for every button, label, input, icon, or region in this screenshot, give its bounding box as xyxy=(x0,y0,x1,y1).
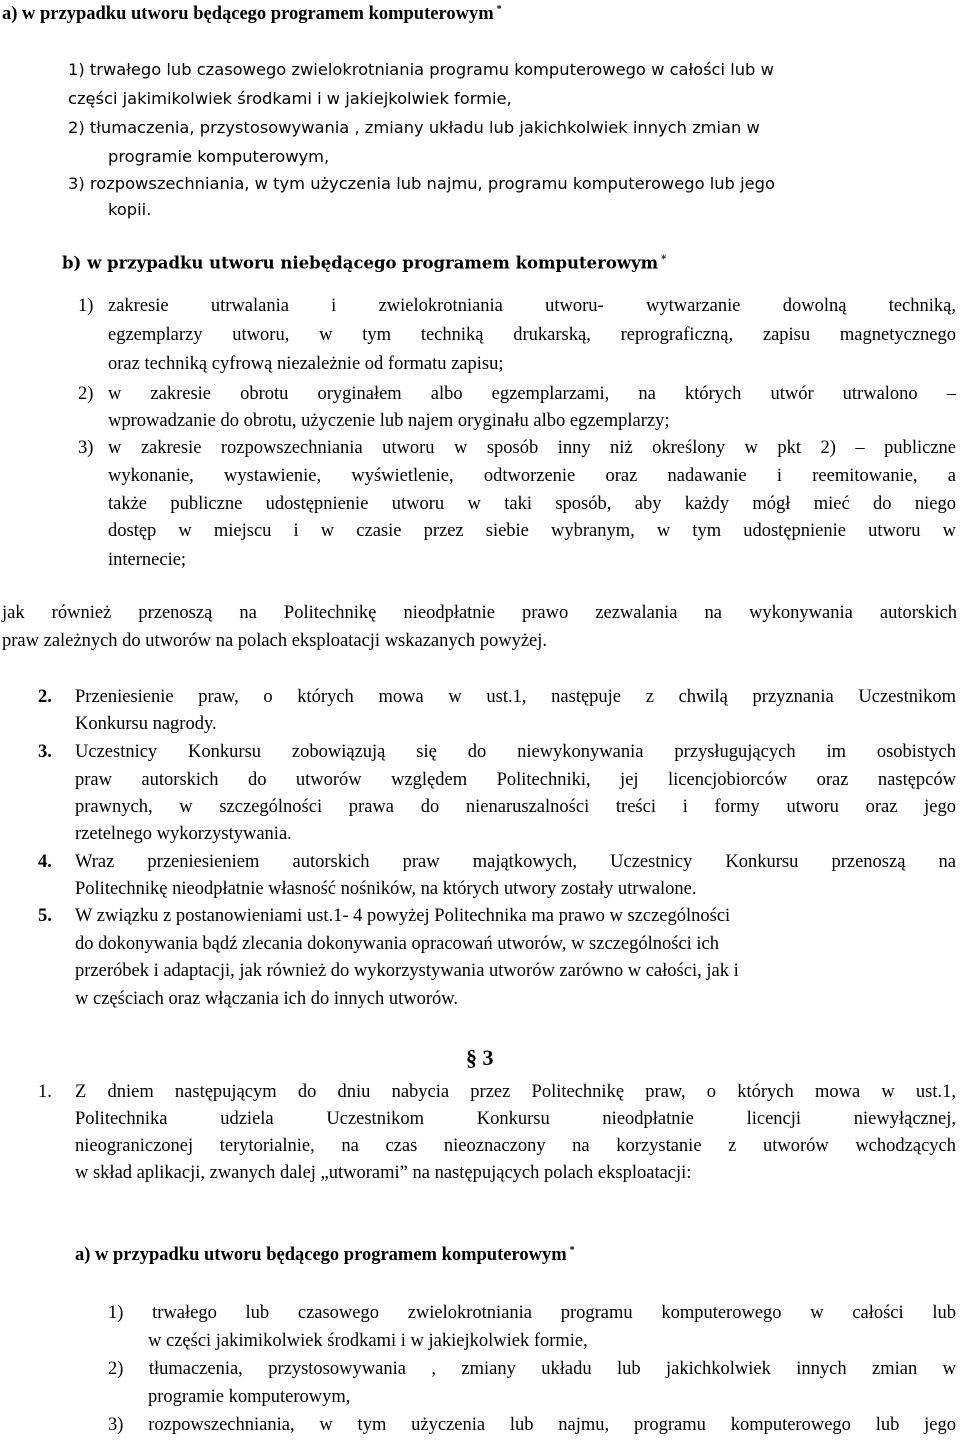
list-item-cont: wprowadzanie do obrotu, użyczenie lub najem oryginału albo egzemplarzy; xyxy=(108,411,670,431)
list-number: 2) xyxy=(78,384,94,404)
paragraph-cont: do dokonywania bądź zlecania dokonywania opracowań utworów, w szczególności ich xyxy=(75,934,720,954)
paragraph-number: 1. xyxy=(38,1082,52,1102)
list-item-cont: oraz techniką cyfrową niezależnie od formatu zapisu; xyxy=(108,354,504,374)
list-item: w zakresie rozpowszechniania utworu w sposób inny niż określony w pkt 2) – publiczne xyxy=(108,438,956,458)
paragraph-number: 2. xyxy=(38,687,52,707)
list-item: 3) rozpowszechniania, w tym użyczenia lub najmu, programu komputerowego lub jego xyxy=(108,1415,956,1435)
paragraph: Wraz przeniesieniem autorskich praw majątkowych, Uczestnicy Konkursu przenoszą na xyxy=(75,852,956,872)
list-item-cont: egzemplarzy utworu, w tym techniką drukarską, reprograficzną, zapisu magnetycznego xyxy=(108,325,956,345)
list-item-cont: kopii. xyxy=(108,200,152,219)
list-item-cont: w części jakimikolwiek środkami i w jakiejkolwiek formie, xyxy=(148,1331,588,1351)
paragraph-cont: w skład aplikacji, zwanych dalej „utworami” na następujących polach eksploatacji: xyxy=(75,1163,692,1183)
list-item: 1) trwałego lub czasowego zwielokrotniania programu komputerowego w całości lub xyxy=(108,1303,956,1323)
list-item: 3) rozpowszechniania, w tym użyczenia lub najmu, programu komputerowego lub jego xyxy=(68,174,775,193)
paragraph-number: 5. xyxy=(38,906,52,926)
section-a-heading-2: a) w przypadku utworu będącego programem komputerowym * xyxy=(75,1245,575,1266)
list-item-cont: programie komputerowym, xyxy=(108,147,330,166)
section-title: § 3 xyxy=(466,1045,494,1070)
paragraph-cont: prawnych, w szczególności prawa do nienaruszalności treści i formy utworu oraz jego xyxy=(75,797,956,817)
paragraph-cont: Politechnikę nieodpłatnie własność nośników, na których utwory zostały utrwalone. xyxy=(75,879,697,899)
list-item-cont: części jakimikolwiek środkami i w jakiejkolwiek formie, xyxy=(68,89,512,108)
closing-paragraph-cont: praw zależnych do utworów na polach eksploatacji wskazanych powyżej. xyxy=(2,631,548,651)
list-item: 1) trwałego lub czasowego zwielokrotniania programu komputerowego w całości lub w xyxy=(68,60,774,79)
paragraph: W związku z postanowieniami ust.1- 4 powyżej Politechnika ma prawo w szczególności xyxy=(75,906,731,926)
list-item-cont: internecie; xyxy=(108,550,187,570)
list-number: 3) xyxy=(78,438,94,458)
paragraph-cont: przeróbek i adaptacji, jak również do wykorzystywania utworów zarówno w całości, jak i xyxy=(75,961,739,981)
paragraph-cont: Konkursu nagrody. xyxy=(75,714,217,734)
paragraph-cont: w częściach oraz włączania ich do innych utworów. xyxy=(75,989,459,1009)
list-item-cont: programie komputerowym, xyxy=(148,1387,351,1407)
paragraph-number: 4. xyxy=(38,852,52,872)
section-a-heading: a) w przypadku utworu będącego programem komputerowym * xyxy=(2,4,502,25)
section-b-heading: b) w przypadku utworu niebędącego programem komputerowym * xyxy=(62,253,667,273)
list-item: w zakresie obrotu oryginałem albo egzemplarzami, na których utwór utrwalono – xyxy=(108,384,956,404)
list-item: 2) tłumaczenia, przystosowywania , zmiany układu lub jakichkolwiek innych zmian w xyxy=(68,118,760,137)
paragraph-cont: nieograniczonej terytorialnie, na czas nieoznaczony na korzystanie z utworów wchodzących xyxy=(75,1136,956,1156)
paragraph-number: 3. xyxy=(38,742,52,762)
list-item: 2) tłumaczenia, przystosowywania , zmiany układu lub jakichkolwiek innych zmian w xyxy=(108,1359,956,1379)
paragraph: Z dniem następującym do dniu nabycia przez Politechnikę praw, o których mowa w ust.1, xyxy=(75,1082,956,1102)
list-item: zakresie utrwalania i zwielokrotniania utworu- wytwarzanie dowolną techniką, xyxy=(108,296,956,316)
list-item-cont: wykonanie, wystawienie, wyświetlenie, odtworzenie oraz nadawanie i reemitowanie, a xyxy=(108,466,956,486)
paragraph-cont: Politechnika udziela Uczestnikom Konkursu nieodpłatnie licencji niewyłącznej, xyxy=(75,1109,956,1129)
paragraph-cont: rzetelnego wykorzystywania. xyxy=(75,824,292,844)
paragraph: Uczestnicy Konkursu zobowiązują się do niewykonywania przysługujących im osobistych xyxy=(75,742,956,762)
list-number: 1) xyxy=(78,296,94,316)
list-item-cont: także publiczne udostępnienie utworu w taki sposób, aby każdy mógł mieć do niego xyxy=(108,494,956,514)
paragraph-cont: praw autorskich do utworów względem Politechniki, jej licencjobiorców oraz następców xyxy=(75,770,956,790)
list-item-cont: dostęp w miejscu i w czasie przez siebie wybranym, w tym udostępnienie utworu w xyxy=(108,521,956,541)
paragraph: Przeniesienie praw, o których mowa w ust.1, następuje z chwilą przyznania Uczestnikom xyxy=(75,687,956,707)
closing-paragraph: jak również przenoszą na Politechnikę nieodpłatnie prawo zezwalania na wykonywania autorskich xyxy=(2,603,957,623)
